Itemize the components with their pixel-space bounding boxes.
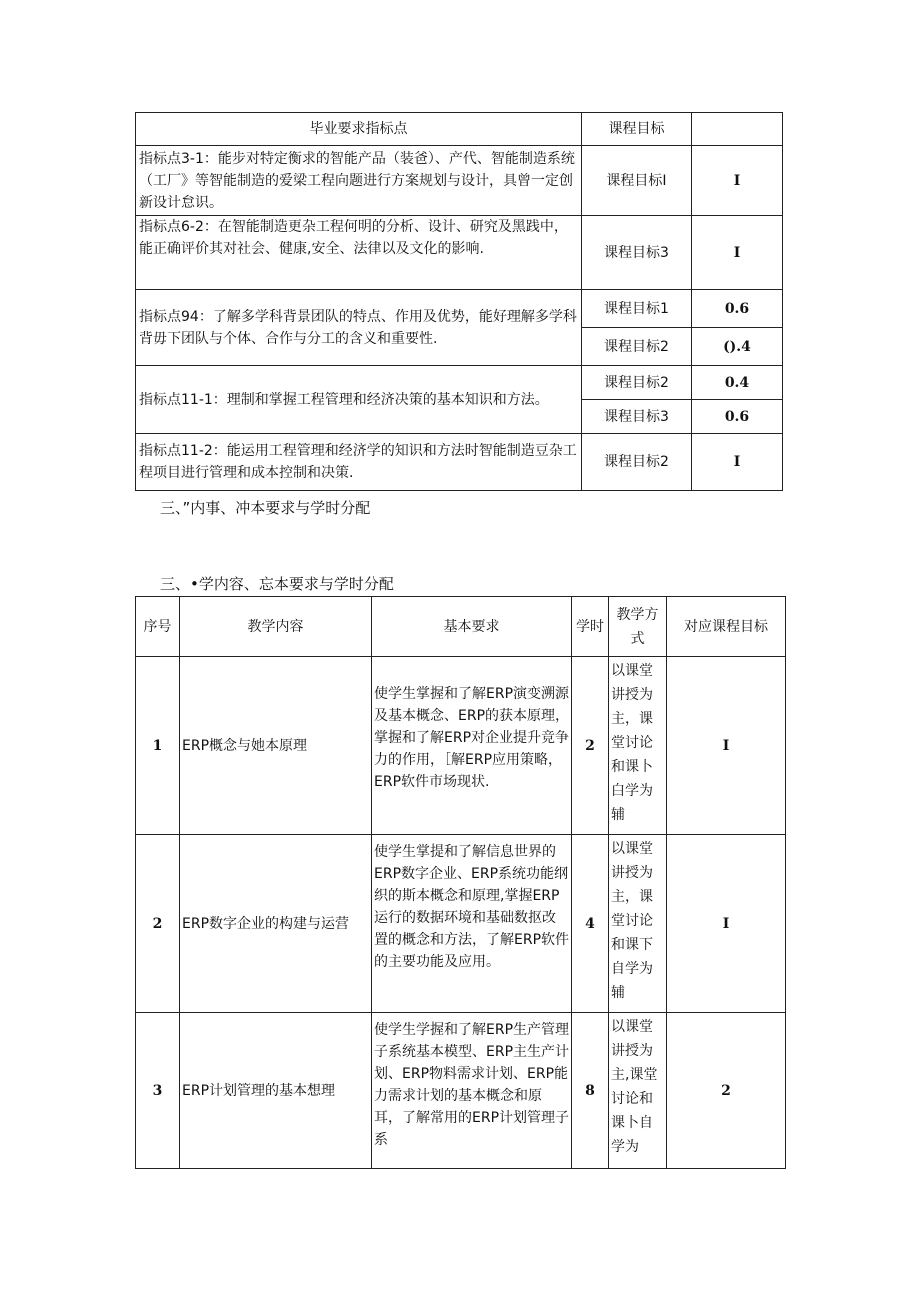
section-heading: 三、”内事、冲本要求与学时分配 (160, 499, 371, 517)
content-cell: ERP数字企业的构建与运营 (180, 835, 372, 1013)
goal-cell: 2 (667, 1013, 786, 1169)
goal-cell: 课程目标2 (582, 366, 692, 400)
header-requirement: 基本要求 (372, 597, 572, 657)
table-row (136, 146, 783, 216)
hours-cell: 8 (572, 1013, 609, 1169)
goal-cell: 课程目标2 (582, 434, 692, 491)
goal-cell: 课程目标1 (582, 290, 692, 328)
table-row (136, 290, 783, 328)
method-cell: 以课堂讲授为主，课堂讨论和课卜白学为辅 (609, 657, 667, 835)
requirement-cell: 使学生学握和了解ERP生产管理子系统基本模型、ERP主生产计划、ERP物料需求计划、ERP能力需求计划的基本概念和原耳，了解常用的ERP计划管理子系 (372, 1013, 572, 1169)
goal-cell: I (667, 657, 786, 835)
table-row (136, 216, 783, 290)
hours-cell: 4 (572, 835, 609, 1013)
content-cell: ERP概念与她本原理 (180, 657, 372, 835)
header-goal: 对应课程目标 (667, 597, 786, 657)
table2-header-row (136, 597, 786, 657)
goal-cell: 课程目标3 (582, 400, 692, 434)
header-indicator: 毕业要求指标点 (136, 113, 582, 146)
hours-cell: 2 (572, 657, 609, 835)
header-weight (692, 113, 783, 146)
table-row (136, 1013, 786, 1169)
table1-header-row (136, 113, 783, 146)
graduation-requirements-table (135, 112, 783, 491)
seq-cell: 3 (136, 1013, 180, 1169)
goal-cell: 课程目标2 (582, 328, 692, 366)
method-cell: 以课堂讲授为主，课堂讨论和课下自学为辅 (609, 835, 667, 1013)
section-heading: 三、•学内容、忘本要求与学时分配 (160, 575, 394, 593)
indicator-cell: 指标点11-2：能运用工程管理和经济学的知识和方法时智能制造豆杂工程项目进行管理和成本控制和决策. (136, 434, 582, 491)
weight-cell: I (692, 434, 783, 491)
weight-cell: I (692, 146, 783, 216)
weight-cell: 0.6 (692, 400, 783, 434)
indicator-cell: 指标点94：了解多学科背景团队的特点、作用及优势，能好理解多学科背毋下团队与个体、合作与分工的含义和重要性. (136, 290, 582, 366)
goal-cell: I (667, 835, 786, 1013)
header-content: 教学内容 (180, 597, 372, 657)
seq-cell: 1 (136, 657, 180, 835)
weight-cell: ().4 (692, 328, 783, 366)
indicator-cell: 指标点3-1：能步对特定衡求的智能产品（装爸）、产代、智能制造系统（工厂》等智能制造的爱梁工程向题进行方案规划与设计，具曾一定创新设计怠识。 (136, 146, 582, 216)
table-row (136, 366, 783, 400)
header-course-goal: 课程目标 (582, 113, 692, 146)
content-cell: ERP计划管理的基本想理 (180, 1013, 372, 1169)
goal-cell: 课程目标I (582, 146, 692, 216)
indicator-cell: 指标点6-2：在智能制造更杂工程何明的分析、设计、研究及黑践中，能正确评价其对社会、健康,安全、法律以及文化的影响. (136, 216, 582, 290)
seq-cell: 2 (136, 835, 180, 1013)
table-row (136, 434, 783, 491)
weight-cell: 0.6 (692, 290, 783, 328)
teaching-content-table (135, 596, 786, 1169)
requirement-cell: 使学生掌提和了解信息世界的ERP数字企业、ERP系统功能纲织的斯本概念和原理,掌握ERP运行的数据环境和基础数抠改置的概念和方法，了解ERP软件的主要功能及应用。 (372, 835, 572, 1013)
indicator-cell: 指标点11-1：理制和掌握工程管理和经济决策的基本知识和方法。 (136, 366, 582, 434)
method-cell: 以课堂讲授为主,课堂讨论和课卜自学为 (609, 1013, 667, 1169)
header-method: 教学方式 (609, 597, 667, 657)
requirement-cell: 使学生掌握和了解ERP演变溯源及基本概念、ERP的获本原理，掌握和了解ERP对企业提升竞争力的作用，［解ERP应用策略，ERP软件市场现状. (372, 657, 572, 835)
table-row (136, 657, 786, 835)
weight-cell: I (692, 216, 783, 290)
header-seq: 序号 (136, 597, 180, 657)
header-hours: 学时 (572, 597, 609, 657)
weight-cell: 0.4 (692, 366, 783, 400)
goal-cell: 课程目标3 (582, 216, 692, 290)
table-row (136, 835, 786, 1013)
